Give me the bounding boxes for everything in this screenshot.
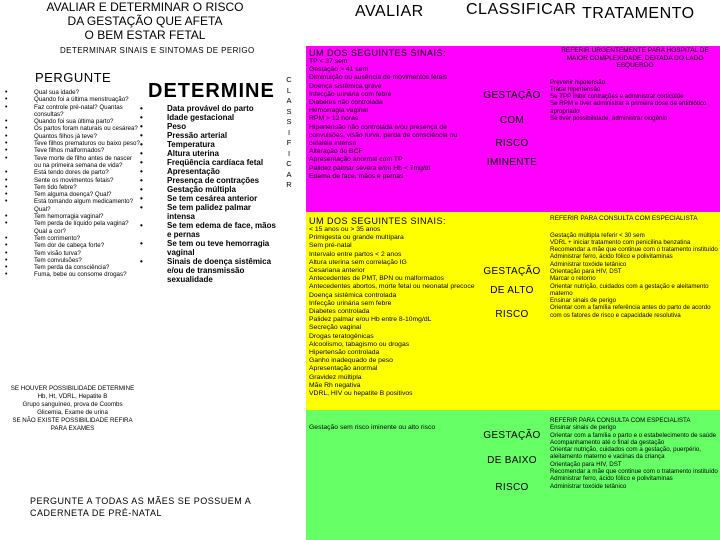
question-item: • Tem dor de cabeça forte?	[5, 242, 140, 249]
list-line: Primigesta ou grande multípara	[309, 234, 404, 242]
green-classification	[476, 430, 548, 494]
band-gestacao-de-alto-risco	[306, 212, 720, 410]
determine-item: • Se tem palidez palmar intensa	[140, 203, 278, 221]
determine-item: • Temperatura	[140, 140, 278, 149]
list-line: Administrar toxóide tetânico	[550, 260, 627, 268]
list-line: Se TPP inibir contrações e administrar corticóide	[550, 93, 684, 101]
classification-line: DE BAIXO	[487, 455, 537, 466]
determine-heading: DETERMINE	[148, 80, 275, 102]
question-item: • Teve morte de filho antes de nascer ou na primeira semana de vida?	[5, 155, 140, 170]
lab-note-line: Hb, Ht, VDRL, Hepatite B	[37, 393, 108, 400]
yellow-signs	[309, 216, 477, 398]
footer-line: CADERNETA DE PRÉ-NATAL	[30, 508, 163, 518]
vertical-letter: S	[286, 117, 292, 126]
question-item: • Quando foi sua última parto?	[5, 118, 140, 125]
list-line: TP < 37 sem	[309, 58, 348, 65]
list-line: Ganho inadequado de peso	[309, 357, 393, 365]
classification-line: RISCO	[495, 138, 529, 149]
list-line: Doença sistêmica grave	[309, 82, 382, 90]
question-item: • Tem perda da consciência?	[5, 264, 140, 271]
list-line: Orientar nutrição, cuidados com a gestação e aleitamento materno	[550, 282, 709, 297]
red-classification	[476, 90, 548, 169]
classification-line: GESTAÇÃO	[483, 90, 541, 101]
question-item: • Está tendo dores de parto?	[5, 169, 140, 176]
yellow-treatment-lead: REFERIR PARA CONSULTA COM ESPECIALISTA	[550, 215, 698, 222]
list-line: Marcar o retorno	[550, 275, 596, 283]
question-item: • Qual sua idade?	[5, 89, 140, 96]
classification-line: DE ALTO	[490, 285, 534, 296]
list-line: Se RPM e tiver administrar a primeira dose de antibiótico apropriado	[550, 100, 707, 115]
lab-note-line: Grupo sanguíneo, prova de Coombs	[22, 401, 123, 408]
list-line: Orientar com a família o parto e o estabelecimento de saúde	[550, 431, 717, 439]
list-line: Antecedentes de PMT, BPN ou malformados	[309, 275, 444, 283]
yellow-sign-list	[309, 226, 477, 398]
list-line: Orientar nutrição, cuidados com a gestação, puerpério, aleitamento materno e vacinas da criança	[550, 446, 701, 461]
list-line: Gestação múltipla referir < 30 sem	[550, 231, 645, 239]
list-line: Administrar ferro, ácido fólico e polivitaminas	[550, 253, 673, 261]
list-line: Cesariana anterior	[309, 267, 365, 275]
yellow-treatment-list	[550, 232, 720, 320]
question-item: • Tem tido febre?	[5, 184, 140, 191]
question-item: • Quantos filhos já teve?	[5, 133, 140, 140]
vertical-letter: A	[286, 169, 292, 179]
determine-item: • Se tem cesárea anterior	[140, 194, 278, 203]
list-line: Diminuição ou ausência de movimentos fetais	[309, 74, 448, 82]
list-line: Intervalo entre partos < 2 anos	[309, 250, 402, 258]
list-line: Secreção vaginal	[309, 324, 362, 332]
footer-line: PERGUNTE A TODAS AS MÃES SE POSSUEM A	[30, 496, 252, 506]
list-line: Doença sistêmica controlada	[309, 291, 397, 299]
list-line: Prevenir hipotensão	[550, 78, 606, 86]
yellow-classification	[476, 266, 548, 321]
vertical-letter: I	[287, 148, 291, 158]
list-line: Gravidez múltipla	[309, 373, 362, 381]
tratamento-heading: TRATAMENTO	[582, 5, 695, 22]
list-line: Recomendar a mãe que continue com o tratamento instituído	[550, 468, 718, 476]
determine-item: • Apresentação	[140, 167, 278, 176]
list-line: Altura uterina sem correlação IG	[309, 258, 407, 266]
list-line: Apresentação anormal	[309, 365, 378, 373]
list-line: Diabetes não controlada	[309, 99, 383, 107]
determine-item: • Gestação múltipla	[140, 185, 278, 194]
lab-note-line: Glicemia, Exame de urina	[37, 409, 108, 416]
lab-tests-note	[5, 385, 140, 433]
list-line: Edema de face, mãos e pernas	[309, 172, 404, 180]
question-item: • Sente os movimentos fetais?	[5, 177, 140, 184]
classification-line: GESTAÇÃO	[483, 430, 541, 441]
yellow-signs-heading: UM DOS SEGUINTES SINAIS:	[309, 216, 447, 226]
lab-note-line: SE HOUVER POSSIBILIDADE DETERMINE	[10, 385, 135, 392]
section-subtitle: DETERMINAR SINAIS E SINTOMAS DE PERIGO	[60, 46, 255, 55]
vertical-letter: A	[286, 96, 292, 105]
determine-item: • Presença de contrações	[140, 176, 278, 185]
question-item: • Tem perda de líquido pela vagina? Qual a cor?	[5, 220, 140, 235]
question-item: • Está tomando algum medicamento? Qual?	[5, 198, 140, 213]
list-line: Palidez palmar severa e/ou Hb < 7mg/dl	[309, 164, 431, 172]
list-line: Ensinar sinais de perigo	[550, 424, 617, 432]
red-treatment-lead: REFERIR URGENTEMENTE PARA HOSPITAL DE MAIOR COMPLEXIDADE, DEITADA DO LADO ESQUERDO	[561, 47, 709, 69]
determine-item: • Freqüência cardíaca fetal	[140, 158, 278, 167]
list-line: REFERIR PARA CONSULTA COM ESPECIALISTA	[550, 417, 691, 424]
red-treatment	[550, 47, 720, 122]
classification-line: IMINENTE	[486, 157, 538, 168]
vertical-letter: R	[286, 180, 292, 189]
list-line: Acompanhamento até o final da gestação	[550, 438, 665, 446]
list-line: Sem pré-natal	[309, 242, 352, 250]
classificar-heading: CLASSIFICAR	[466, 1, 577, 18]
determine-item: • Idade gestacional	[140, 113, 278, 122]
question-item: • Tem hemorragia vaginal?	[5, 213, 140, 220]
green-signs	[309, 424, 477, 432]
list-line: Hemorragia vaginal	[309, 107, 368, 115]
determine-list	[140, 104, 278, 284]
list-line: Gestação > 41 sem	[309, 66, 369, 74]
vertical-letter: L	[286, 85, 292, 95]
list-line: Recomendar a mãe que continue com o tratamento instituído	[550, 246, 718, 254]
question-item: • Faz controle pré-natal? Quantas consultas?	[5, 104, 140, 119]
red-signs-heading: UM DOS SEGUINTES SINAIS:	[309, 48, 447, 58]
list-line: Tratar hipertensão	[550, 85, 601, 93]
classification-line: COM	[499, 115, 525, 126]
determine-item: • Peso	[140, 122, 278, 131]
list-line: Infecção urinária com febre	[309, 90, 392, 98]
question-list	[5, 89, 140, 279]
question-item: • Teve filhos malformados?	[5, 147, 140, 154]
list-line: VDRL + iniciar tratamento com penicilina benzatina	[550, 238, 691, 246]
classification-line: RISCO	[495, 482, 529, 493]
determine-item: • Data provável do parto	[140, 104, 278, 113]
determine-item: • Se tem ou teve hemorragia vaginal	[140, 239, 278, 257]
vertical-letter: S	[286, 106, 292, 116]
list-line: Apresentação anormal com TP	[309, 156, 403, 164]
vertical-letter: C	[286, 159, 292, 168]
band-gestacao-de-baixo-risco	[306, 410, 720, 540]
yellow-treatment	[550, 215, 720, 319]
list-line: Diabetes controlada	[309, 308, 370, 316]
avaliar-heading: AVALIAR	[355, 3, 424, 20]
question-item: • Tem alguma doença? Qual?	[5, 191, 140, 198]
question-item: • Tem visão turva?	[5, 250, 140, 257]
list-line: Mãe Rh negativa	[309, 381, 361, 389]
vertical-letter: I	[287, 127, 291, 137]
vertical-letter: C	[286, 75, 292, 84]
red-treatment-list	[550, 79, 720, 123]
caderneta-footer	[30, 495, 290, 519]
list-line: VDRL, HIV ou hepatite B positivos	[309, 390, 413, 398]
determine-item: • Sinais de doença sistêmica e/ou de transmissão sexualidade	[140, 257, 278, 284]
list-line: Orientação para HIV, DST	[550, 267, 622, 275]
question-item: • Tem convulsões?	[5, 257, 140, 264]
list-line: Infecção urinária sem febre	[309, 299, 392, 307]
vertical-letter: F	[286, 138, 292, 147]
green-signs-heading: Gestação sem risco iminente ou alto risco	[309, 424, 436, 431]
list-line: Alcoolismo, tabagismo ou drogas	[309, 340, 410, 348]
list-line: < 15 anos ou > 35 anos	[309, 226, 381, 233]
main-title-line: O BEM ESTAR FETAL	[84, 28, 206, 42]
determine-item: • Altura uterina	[140, 149, 278, 158]
list-line: Administrar toxóide tetânico	[550, 482, 627, 490]
list-line: Antecedentes abortos, morte fetal ou neonatal precoce	[309, 283, 475, 291]
question-item: • Quando foi a última menstruação?	[5, 96, 140, 103]
main-title	[0, 0, 290, 42]
green-treatment-list	[550, 417, 720, 490]
question-item: • Tem corrimento?	[5, 235, 140, 242]
list-line: Hipertensão não controlada e/ou presença de convulsões, visão turva, perda de consciência ou cefaléia intensa	[309, 123, 458, 148]
list-line: RPM > 12 horas	[309, 115, 359, 123]
red-signs	[309, 48, 477, 181]
list-line: Orientação para HIV, DST	[550, 460, 622, 468]
determine-item: • Pressão arterial	[140, 131, 278, 140]
classification-line: GESTAÇÃO	[483, 266, 541, 277]
list-line: Drogas teratogênicas	[309, 332, 374, 340]
question-item: • Os partos foram naturais ou cesárea?	[5, 125, 140, 132]
classification-line: RISCO	[495, 309, 529, 320]
list-line: Administrar ferro, ácido fólico e polivitaminas	[550, 475, 673, 483]
band-gestacao-com-risco-iminente	[306, 46, 720, 212]
main-title-line: DA GESTAÇÃO QUE AFETA	[67, 14, 223, 28]
question-item: • Fuma, bebe ou consome drogas?	[5, 271, 140, 278]
list-line: Orientar com a família referência antes do parto de acordo com os fatores de risco e capacidade resolutiva	[550, 304, 711, 319]
list-line: Ensinar sinais de perigo	[550, 297, 617, 305]
main-title-line: AVALIAR E DETERMINAR O RISCO	[46, 0, 244, 14]
list-line: Palidez palmar e/ou Hb entre 8-10mg/dL	[309, 316, 432, 324]
classificar-vertical-label	[284, 75, 294, 191]
lab-note-line: SE NÃO EXISTE POSSIBILIDADE REFIRA PARA EXAMES	[12, 417, 133, 432]
list-line: Se tiver possibilidade, administrar oxigênio	[550, 114, 668, 122]
red-sign-list	[309, 58, 477, 181]
question-item: • Teve filhos prematuros ou baixo peso?	[5, 140, 140, 147]
list-line: Hipertensão controlada	[309, 349, 380, 357]
determine-item: • Se tem edema de face, mãos e pernas	[140, 221, 278, 239]
list-line: Alteração do BCF	[309, 148, 363, 156]
pergunte-heading: PERGUNTE	[35, 70, 112, 85]
